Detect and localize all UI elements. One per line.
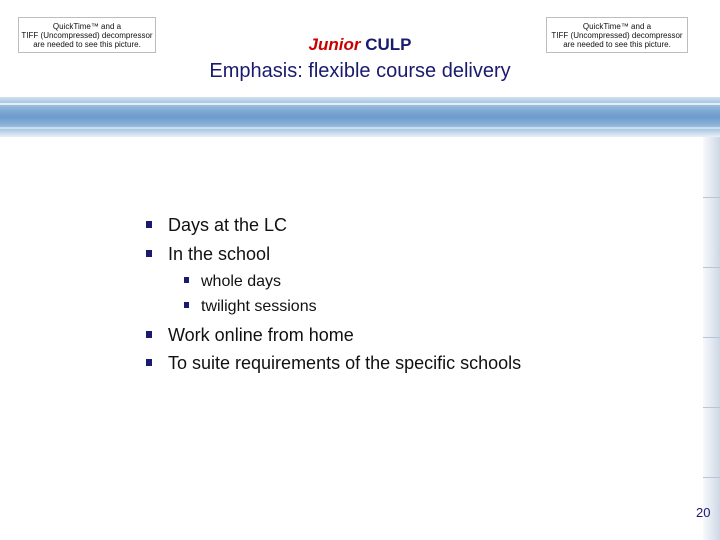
bullet-text: To suite requirements of the specific schools	[168, 353, 522, 373]
bullet-text: twilight sessions	[201, 298, 317, 315]
sub-bullet-item	[184, 298, 317, 316]
sub-bullet-item	[184, 273, 281, 291]
page-number: 20	[696, 505, 711, 520]
bullet-item	[146, 325, 354, 346]
bullet-square-icon	[184, 302, 189, 308]
bullet-square-icon	[146, 359, 152, 366]
bullet-square-icon	[146, 331, 152, 338]
slide-subtitle: Emphasis: flexible course delivery	[209, 60, 511, 82]
placeholder-line-2: TIFF (Uncompressed) decompressor	[21, 30, 153, 40]
title-rest: CULP	[360, 35, 412, 54]
strip-tick	[703, 197, 720, 198]
band-highlight-lower	[0, 127, 720, 129]
right-decor-strip	[703, 137, 720, 540]
bullet-item	[146, 215, 287, 236]
header-band	[0, 97, 720, 137]
bullet-item	[146, 353, 521, 374]
band-highlight	[0, 103, 720, 105]
strip-tick	[703, 477, 720, 478]
title-accent: Junior	[308, 35, 361, 54]
placeholder-line-3: are needed to see this picture.	[33, 39, 141, 49]
bullet-text: Work online from home	[168, 325, 354, 345]
slide-title	[0, 35, 720, 55]
placeholder-line-1: QuickTime™ and a	[582, 21, 652, 31]
bullet-square-icon	[146, 250, 152, 257]
placeholder-line-1: QuickTime™ and a	[52, 21, 122, 31]
placeholder-line-3: are needed to see this picture.	[563, 39, 671, 49]
strip-tick	[703, 337, 720, 338]
bullet-square-icon	[184, 277, 189, 283]
bullet-text: whole days	[201, 273, 282, 290]
bullet-text: In the school	[168, 244, 271, 264]
strip-tick	[703, 267, 720, 268]
placeholder-line-2: TIFF (Uncompressed) decompressor	[551, 30, 683, 40]
bullet-item	[146, 244, 270, 265]
bullet-text: Days at the LC	[168, 215, 288, 235]
strip-tick	[703, 407, 720, 408]
bullet-square-icon	[146, 221, 152, 228]
